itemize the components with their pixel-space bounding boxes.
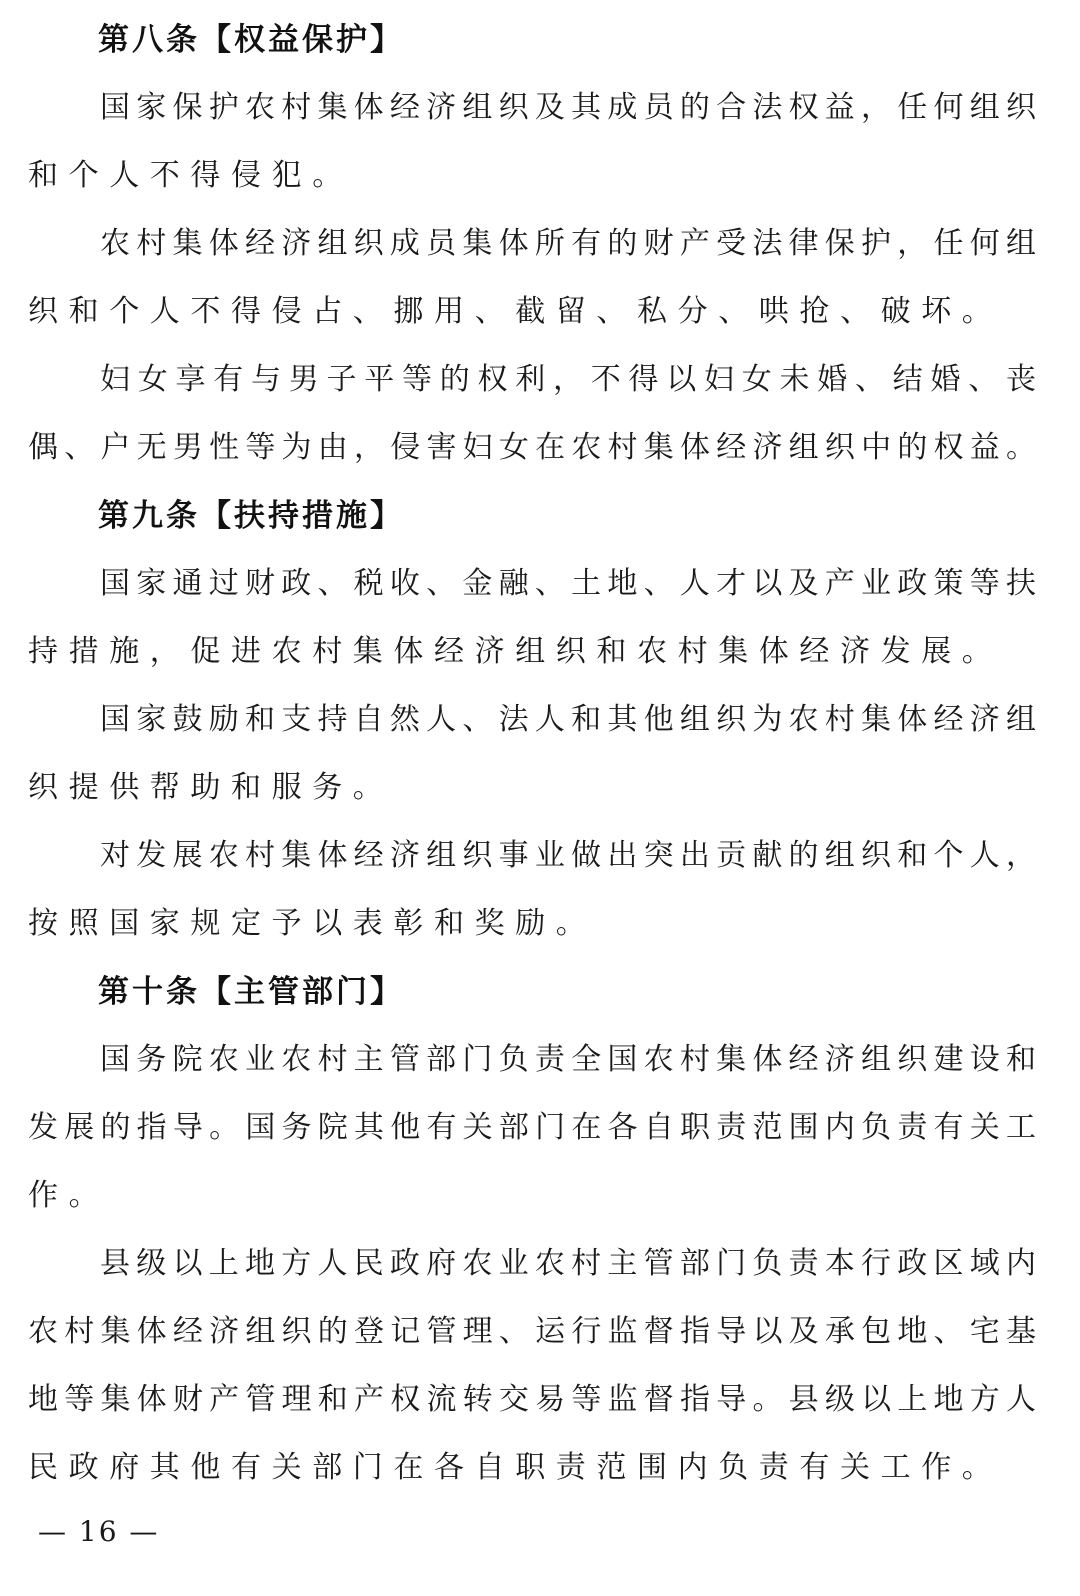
paragraph-line: 国家鼓励和支持自然人、法人和其他组织为农村集体经济组 [100, 702, 1036, 737]
paragraph-line: 农村集体经济组织的登记管理、运行监督指导以及承包地、宅基 [28, 1314, 1036, 1349]
paragraph-line: 作。 [28, 1178, 110, 1213]
article-heading: 第八条【权益保护】 [98, 22, 404, 58]
paragraph-line: 国家通过财政、税收、金融、土地、人才以及产业政策等扶 [100, 566, 1036, 601]
paragraph-line: 织提供帮助和服务。 [28, 770, 394, 805]
paragraph-line: 偶、户无男性等为由，侵害妇女在农村集体经济组织中的权益。 [28, 430, 1036, 465]
paragraph-line: 和个人不得侵犯。 [28, 158, 353, 193]
paragraph-line: 对发展农村集体经济组织事业做出突出贡献的组织和个人， [100, 838, 1036, 873]
paragraph-line: 民政府其他有关部门在各自职责范围内负责有关工作。 [28, 1450, 1003, 1485]
article-heading: 第九条【扶持措施】 [98, 498, 404, 534]
paragraph-line: 农村集体经济组织成员集体所有的财产受法律保护，任何组 [100, 226, 1036, 261]
paragraph-line: 持措施，促进农村集体经济组织和农村集体经济发展。 [28, 634, 1003, 669]
paragraph-line: 县级以上地方人民政府农业农村主管部门负责本行政区域内 [100, 1246, 1036, 1281]
article-heading: 第十条【主管部门】 [98, 974, 404, 1010]
page-number: — 16 — [38, 1515, 160, 1548]
paragraph-line: 地等集体财产管理和产权流转交易等监督指导。县级以上地方人 [28, 1382, 1036, 1417]
paragraph-line: 按照国家规定予以表彰和奖励。 [28, 906, 597, 941]
paragraph-line: 国家保护农村集体经济组织及其成员的合法权益，任何组织 [100, 90, 1036, 125]
paragraph-line: 织和个人不得侵占、挪用、截留、私分、哄抢、破坏。 [28, 294, 1003, 329]
paragraph-line: 国务院农业农村主管部门负责全国农村集体经济组织建设和 [100, 1042, 1036, 1077]
paragraph-line: 妇女享有与男子平等的权利，不得以妇女未婚、结婚、丧 [100, 362, 1036, 397]
paragraph-line: 发展的指导。国务院其他有关部门在各自职责范围内负责有关工 [28, 1110, 1036, 1145]
